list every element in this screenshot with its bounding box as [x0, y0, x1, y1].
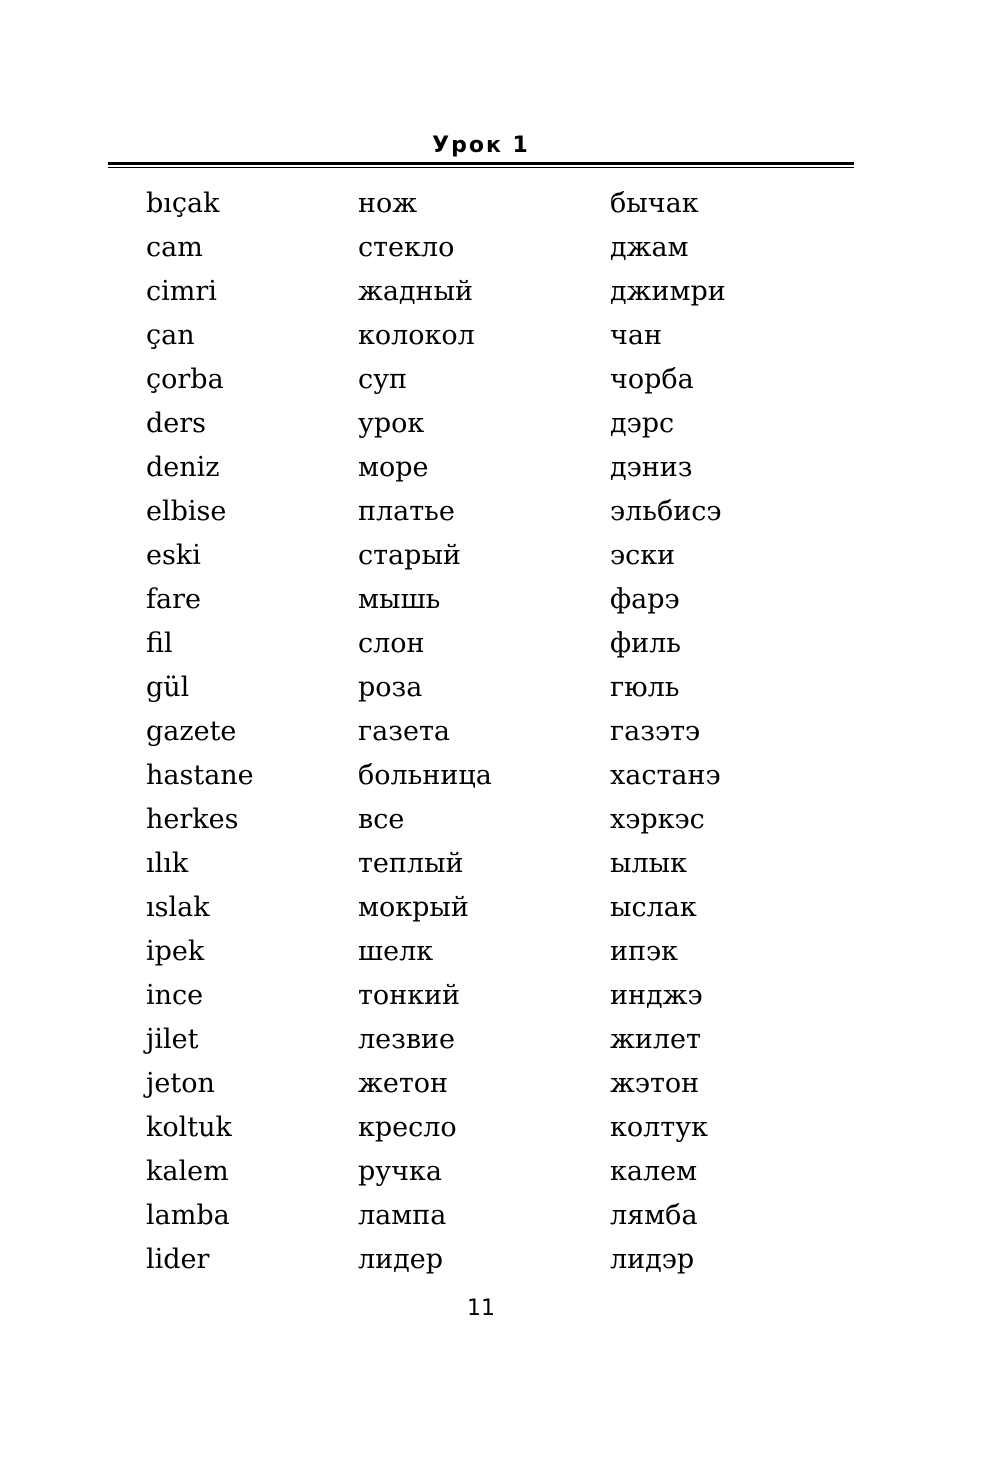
- transliteration: ипэк: [610, 936, 678, 967]
- transliteration: газэтэ: [610, 716, 701, 747]
- vocabulary-row: [146, 930, 846, 974]
- turkish-word: elbise: [146, 496, 227, 527]
- vocabulary-row: [146, 534, 846, 578]
- russian-translation: платье: [358, 496, 455, 527]
- transliteration: филь: [610, 628, 681, 659]
- vocabulary-row: [146, 226, 846, 270]
- russian-translation: все: [358, 804, 405, 835]
- vocabulary-row: [146, 314, 846, 358]
- russian-translation: слон: [358, 628, 425, 659]
- transliteration: эски: [610, 540, 676, 571]
- vocabulary-row: [146, 1238, 846, 1282]
- turkish-word: koltuk: [146, 1112, 232, 1143]
- transliteration: инджэ: [610, 980, 703, 1011]
- russian-translation: урок: [358, 408, 425, 439]
- russian-translation: тонкий: [358, 980, 461, 1011]
- transliteration: хэркэс: [610, 804, 705, 835]
- transliteration: ылык: [610, 848, 688, 879]
- transliteration: колтук: [610, 1112, 708, 1143]
- russian-translation: жетон: [358, 1068, 449, 1099]
- turkish-word: jeton: [146, 1068, 215, 1099]
- russian-translation: больница: [358, 760, 492, 791]
- turkish-word: ıslak: [146, 892, 210, 923]
- turkish-word: cam: [146, 232, 203, 263]
- vocabulary-row: [146, 754, 846, 798]
- transliteration: бычак: [610, 188, 699, 219]
- turkish-word: çan: [146, 320, 195, 351]
- russian-translation: море: [358, 452, 429, 483]
- turkish-word: lamba: [146, 1200, 230, 1231]
- turkish-word: hastane: [146, 760, 254, 791]
- turkish-word: jilet: [146, 1024, 199, 1055]
- russian-translation: жадный: [358, 276, 474, 307]
- transliteration: хастанэ: [610, 760, 721, 791]
- turkish-word: lider: [146, 1244, 210, 1275]
- transliteration: калем: [610, 1156, 698, 1187]
- transliteration: фарэ: [610, 584, 680, 615]
- vocabulary-row: [146, 270, 846, 314]
- transliteration: джам: [610, 232, 689, 263]
- turkish-word: eski: [146, 540, 201, 571]
- vocabulary-row: [146, 710, 846, 754]
- vocabulary-row: [146, 1018, 846, 1062]
- russian-translation: мышь: [358, 584, 441, 615]
- lesson-title: Урок 1: [432, 133, 530, 158]
- russian-translation: роза: [358, 672, 423, 703]
- vocabulary-row: [146, 446, 846, 490]
- vocabulary-row: [146, 1106, 846, 1150]
- vocabulary-row: [146, 1062, 846, 1106]
- russian-translation: лезвие: [358, 1024, 456, 1055]
- turkish-word: gazete: [146, 716, 237, 747]
- russian-translation: лидер: [358, 1244, 444, 1275]
- page-number: 11: [467, 1296, 495, 1321]
- turkish-word: ılık: [146, 848, 189, 879]
- vocabulary-row: [146, 886, 846, 930]
- russian-translation: ручка: [358, 1156, 442, 1187]
- vocabulary-row: [146, 622, 846, 666]
- vocabulary-row: [146, 1194, 846, 1238]
- transliteration: джимри: [610, 276, 726, 307]
- russian-translation: суп: [358, 364, 408, 395]
- russian-translation: колокол: [358, 320, 475, 351]
- turkish-word: fil: [146, 628, 173, 659]
- russian-translation: кресло: [358, 1112, 457, 1143]
- transliteration: жэтон: [610, 1068, 700, 1099]
- vocabulary-row: [146, 490, 846, 534]
- russian-translation: старый: [358, 540, 461, 571]
- turkish-word: çorba: [146, 364, 224, 395]
- vocabulary-row: [146, 182, 846, 226]
- turkish-word: kalem: [146, 1156, 229, 1187]
- vocabulary-table: [146, 182, 846, 1282]
- transliteration: лидэр: [610, 1244, 695, 1275]
- turkish-word: herkes: [146, 804, 239, 835]
- header-rule-thick: [108, 162, 854, 165]
- turkish-word: ders: [146, 408, 207, 439]
- russian-translation: лампа: [358, 1200, 447, 1231]
- vocabulary-row: [146, 1150, 846, 1194]
- transliteration: ыслак: [610, 892, 697, 923]
- russian-translation: шелк: [358, 936, 434, 967]
- vocabulary-row: [146, 402, 846, 446]
- transliteration: чорба: [610, 364, 694, 395]
- transliteration: чан: [610, 320, 662, 351]
- russian-translation: мокрый: [358, 892, 469, 923]
- vocabulary-row: [146, 358, 846, 402]
- turkish-word: cimri: [146, 276, 217, 307]
- russian-translation: нож: [358, 188, 418, 219]
- turkish-word: ince: [146, 980, 204, 1011]
- transliteration: жилет: [610, 1024, 701, 1055]
- vocabulary-row: [146, 974, 846, 1018]
- transliteration: лямба: [610, 1200, 698, 1231]
- turkish-word: gül: [146, 672, 190, 703]
- vocabulary-row: [146, 578, 846, 622]
- transliteration: дэниз: [610, 452, 693, 483]
- russian-translation: газета: [358, 716, 450, 747]
- transliteration: гюль: [610, 672, 680, 703]
- russian-translation: теплый: [358, 848, 464, 879]
- turkish-word: deniz: [146, 452, 220, 483]
- transliteration: эльбисэ: [610, 496, 722, 527]
- vocabulary-row: [146, 798, 846, 842]
- turkish-word: fare: [146, 584, 201, 615]
- russian-translation: стекло: [358, 232, 455, 263]
- turkish-word: ipek: [146, 936, 205, 967]
- vocabulary-row: [146, 842, 846, 886]
- transliteration: дэрс: [610, 408, 675, 439]
- header-rule-thin: [108, 167, 854, 168]
- turkish-word: bıçak: [146, 188, 220, 219]
- vocabulary-row: [146, 666, 846, 710]
